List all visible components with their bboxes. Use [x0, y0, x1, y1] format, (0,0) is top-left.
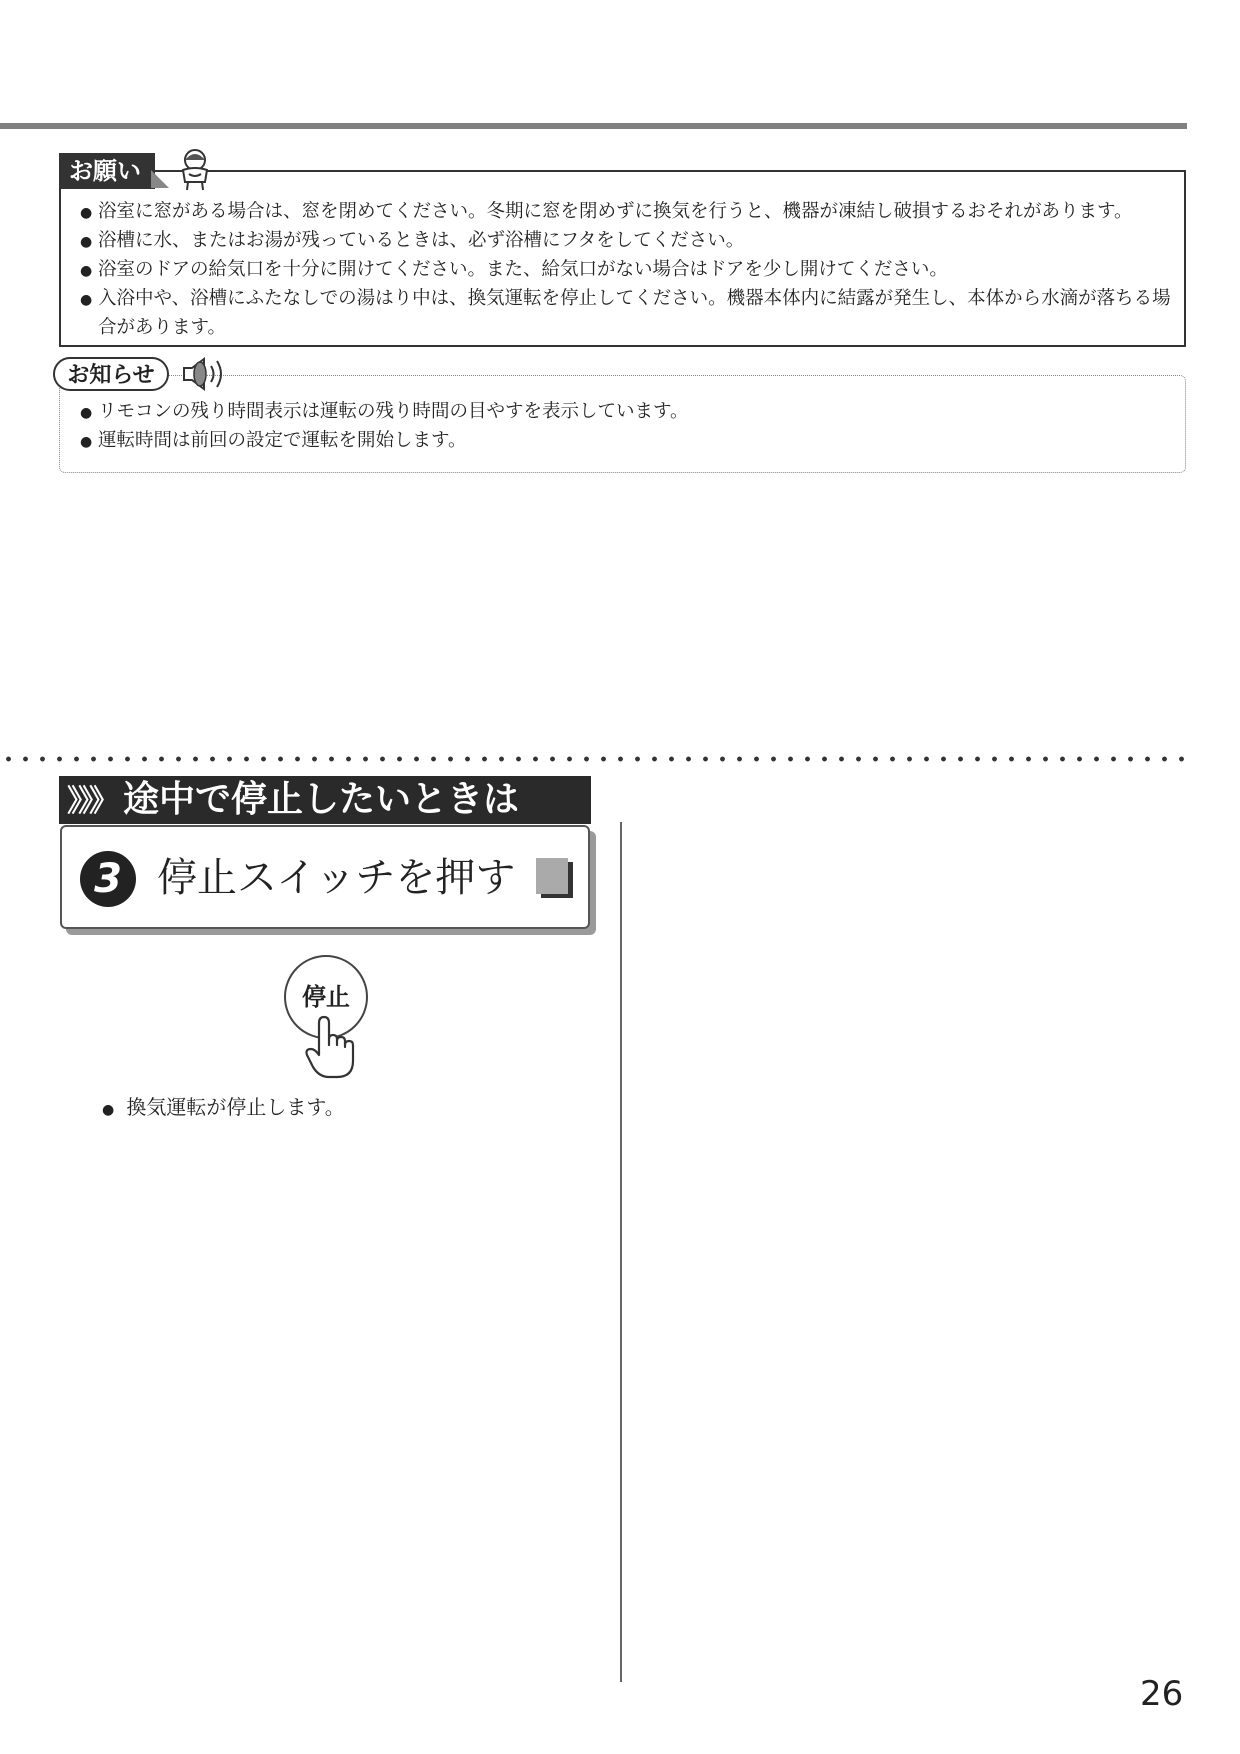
info-label: お知らせ — [53, 357, 169, 391]
bullet-icon: ● — [102, 1102, 115, 1118]
list-item: ● 浴槽に水、またはお湯が残っているときは、必ず浴槽にフタをしてください。 — [80, 227, 1175, 256]
bullet-icon: ● — [80, 292, 93, 308]
list-item: ● 入浴中や、浴槽にふたなしでの湯はり中は、換気運転を停止してください。機器本体内に結露が発生し、本体から水滴が落ちる場合があります。 — [80, 288, 1171, 338]
list-item: ● 運転時間は前回の設定で運転を開始します。 — [80, 427, 1175, 456]
top-rule — [0, 123, 1187, 129]
speaker-icon — [180, 355, 230, 393]
bullet-icon: ● — [80, 263, 93, 279]
dotted-separator — [0, 755, 1190, 763]
bullet-icon: ● — [80, 405, 93, 421]
list-item: ● 浴室のドアの給気口を十分に開けてください。また、給気口がない場合はドアを少し開けてください。 — [80, 256, 1175, 285]
step-title: 停止スイッチを押す — [157, 855, 516, 901]
result-note: ● 換気運転が停止します。 — [102, 1092, 345, 1125]
page-number: 26 — [1140, 1674, 1184, 1714]
info-list — [80, 398, 1175, 456]
pointing-hand-icon — [305, 1015, 357, 1081]
step-number: 3 — [80, 851, 136, 907]
caution-list — [80, 198, 1175, 341]
caution-label: お願い — [59, 153, 155, 189]
column-divider — [620, 822, 622, 1682]
stop-button: 停止 — [284, 955, 368, 1039]
bullet-icon: ● — [80, 434, 93, 450]
section-header — [59, 776, 591, 824]
square-icon — [536, 858, 568, 894]
bullet-icon: ● — [80, 234, 93, 250]
caution-label-notch — [151, 170, 169, 188]
list-item: ● 浴室に窓がある場合は、窓を閉めてください。冬期に窓を閉めずに換気を行うと、機器が凍結し破損するおそれがあります。 — [80, 198, 1175, 227]
bullet-icon: ● — [80, 205, 93, 221]
bowing-person-icon — [178, 148, 212, 192]
section-title: 途中で停止したいときは — [123, 779, 520, 820]
list-item: ● リモコンの残り時間表示は運転の残り時間の目やすを表示しています。 — [80, 398, 1175, 427]
chevron-right-icon: 》》》 — [67, 784, 115, 819]
